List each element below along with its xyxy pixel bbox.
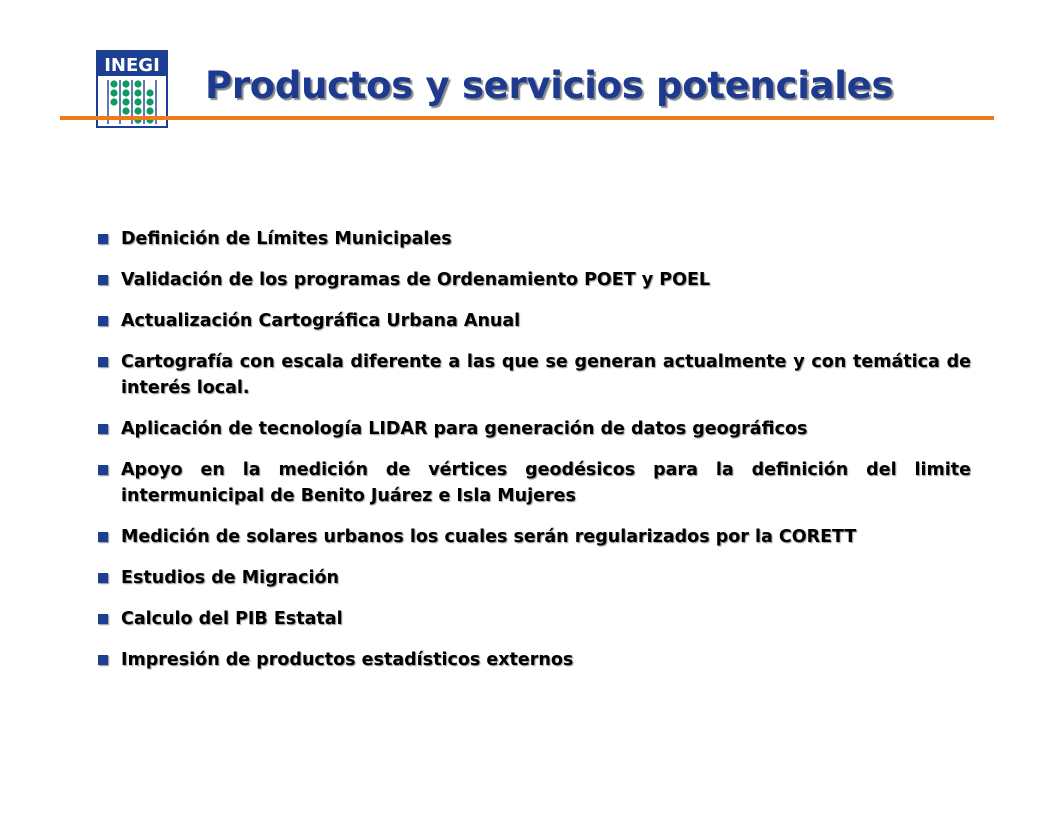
bullet-item: [96, 606, 971, 632]
bullet-text: Calculo del PIB Estatal: [121, 609, 343, 629]
bullet-text: Estudios de Migración: [121, 568, 339, 588]
slide-title: Productos y servicios potenciales: [205, 64, 894, 107]
square-bullet-icon: [98, 357, 108, 367]
bullet-text: Apoyo en la medición de vértices geodésicos para la definición del limite intermunicipal de Benito Juárez e Isla Mujeres: [121, 460, 971, 506]
bullet-text: Cartografía con escala diferente a las que se generan actualmente y con temática de interés local.: [121, 352, 971, 398]
bullet-item: [96, 349, 971, 401]
square-bullet-icon: [98, 424, 108, 434]
bullet-text: Aplicación de tecnología LIDAR para generación de datos geográficos: [121, 419, 808, 439]
bullet-text: Medición de solares urbanos los cuales serán regularizados por la CORETT: [121, 527, 857, 547]
square-bullet-icon: [98, 465, 108, 475]
logo-text: INEGI: [104, 55, 160, 76]
square-bullet-icon: [98, 234, 108, 244]
bullet-text: Impresión de productos estadísticos externos: [121, 650, 574, 670]
square-bullet-icon: [98, 614, 108, 624]
square-bullet-icon: [98, 316, 108, 326]
square-bullet-icon: [98, 532, 108, 542]
bullet-text: Validación de los programas de Ordenamiento POET y POEL: [121, 270, 711, 290]
bullet-text: Actualización Cartográfica Urbana Anual: [121, 311, 521, 331]
bullet-text: Definición de Límites Municipales: [121, 229, 452, 249]
bullet-item: [96, 308, 971, 334]
square-bullet-icon: [98, 655, 108, 665]
square-bullet-icon: [98, 573, 108, 583]
title-underline: [60, 116, 994, 120]
bullet-item: [96, 226, 971, 252]
bullet-item: [96, 565, 971, 591]
bullet-item: [96, 457, 971, 509]
bullet-item: [96, 647, 971, 673]
bullet-list: [96, 226, 971, 688]
bullet-item: [96, 524, 971, 550]
square-bullet-icon: [98, 275, 108, 285]
bullet-item: [96, 416, 971, 442]
bullet-item: [96, 267, 971, 293]
